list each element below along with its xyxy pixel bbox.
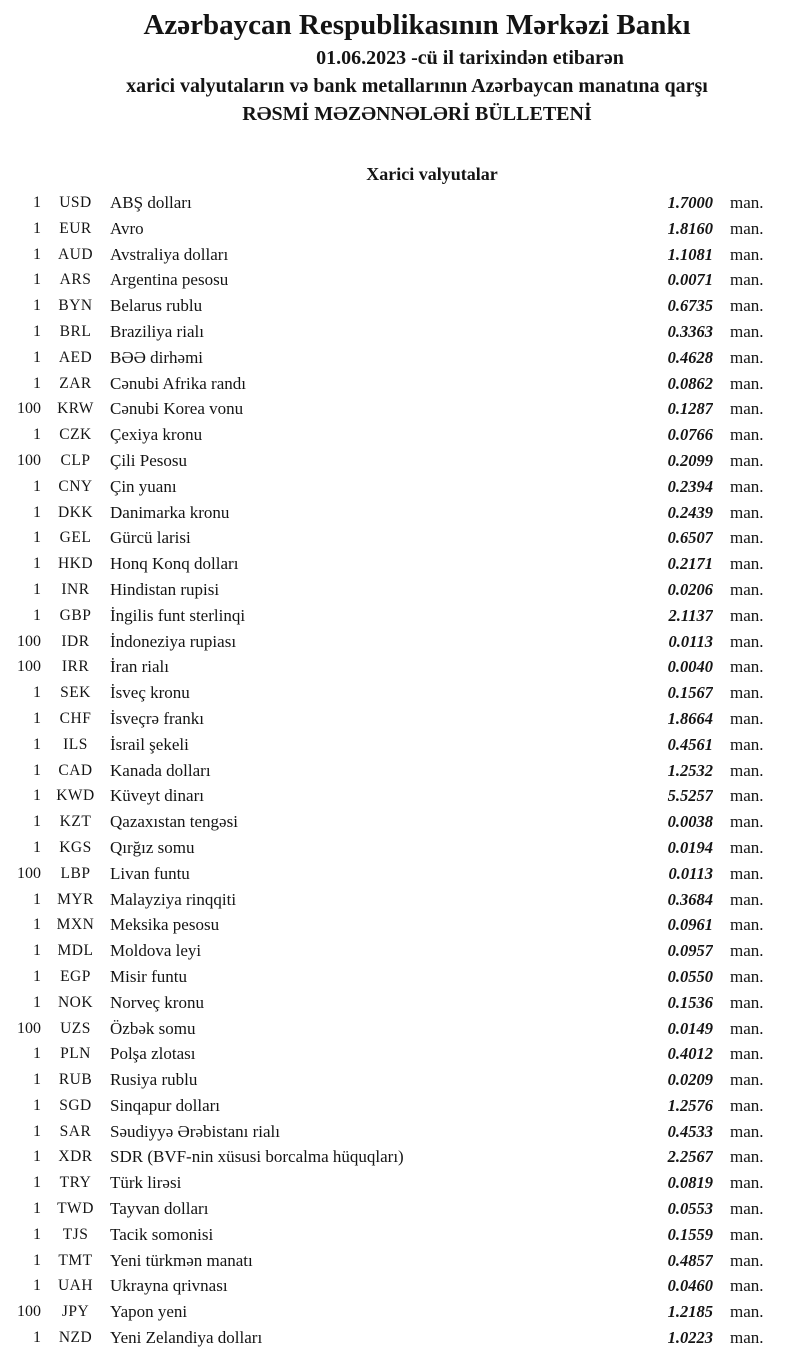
unit-label-cell: man. xyxy=(730,683,764,703)
quantity-cell: 1 xyxy=(33,555,41,573)
unit-label-cell: man. xyxy=(730,1147,764,1167)
currency-name-cell: BƏƏ dirhəmi xyxy=(110,347,204,367)
rate-value-cell: 0.0209 xyxy=(667,1070,713,1090)
quantity-cell: 1 xyxy=(33,580,41,598)
rate-value-cell: 0.0766 xyxy=(667,425,713,445)
currency-code-cell: CHF xyxy=(59,709,92,727)
currency-code-cell: ZAR xyxy=(59,374,92,392)
currency-name-cell: Argentina pesosu xyxy=(110,270,229,290)
currency-name-cell: Özbək somu xyxy=(110,1018,196,1038)
rate-value-cell: 0.2099 xyxy=(667,450,713,470)
currency-code-cell: TRY xyxy=(59,1174,92,1192)
rate-value-cell: 0.1536 xyxy=(667,992,713,1012)
unit-label-cell: man. xyxy=(730,760,764,780)
currency-code-cell: INR xyxy=(61,580,90,598)
currency-code-cell: BYN xyxy=(58,297,93,315)
rate-row xyxy=(0,861,800,887)
currency-code-cell: DKK xyxy=(57,503,94,521)
unit-label-cell: man. xyxy=(730,1121,764,1141)
currency-name-cell: Meksika pesosu xyxy=(110,915,220,935)
unit-label-cell: man. xyxy=(730,270,764,290)
unit-label-cell: man. xyxy=(730,502,764,522)
rate-row xyxy=(0,629,800,655)
rate-value-cell: 0.3363 xyxy=(667,321,713,341)
quantity-cell: 1 xyxy=(33,1096,41,1114)
currency-name-cell: Qırğız somu xyxy=(110,837,195,857)
quantity-cell: 100 xyxy=(17,1303,41,1321)
quantity-cell: 100 xyxy=(17,451,41,469)
currency-code-cell: NZD xyxy=(58,1329,93,1347)
currency-code-cell: GEL xyxy=(59,529,92,547)
rate-row xyxy=(0,267,800,293)
unit-label-cell: man. xyxy=(730,579,764,599)
currency-name-cell: Küveyt dinarı xyxy=(110,786,204,806)
effective-date-line: 01.06.2023 -cü il tarixindən etibarən xyxy=(316,47,624,69)
rate-row xyxy=(0,912,800,938)
quantity-cell: 1 xyxy=(33,838,41,856)
rate-value-cell: 0.4628 xyxy=(667,347,713,367)
quantity-cell: 1 xyxy=(33,1225,41,1243)
quantity-cell: 1 xyxy=(33,194,41,211)
unit-label-cell: man. xyxy=(730,941,764,961)
currency-code-cell: MDL xyxy=(57,942,94,960)
currency-name-cell: Norveç kronu xyxy=(110,992,204,1012)
quantity-cell: 1 xyxy=(33,1045,41,1063)
quantity-cell: 1 xyxy=(33,890,41,908)
currency-name-cell: Tayvan dolları xyxy=(110,1199,209,1219)
unit-label-cell: man. xyxy=(730,296,764,316)
rate-value-cell: 0.6735 xyxy=(667,296,713,316)
rate-row xyxy=(0,938,800,964)
unit-label-cell: man. xyxy=(730,992,764,1012)
currency-code-cell: SGD xyxy=(59,1096,92,1114)
rate-row xyxy=(0,1093,800,1119)
unit-label-cell: man. xyxy=(730,966,764,986)
rate-row xyxy=(0,525,800,551)
unit-label-cell: man. xyxy=(730,657,764,677)
quantity-cell: 1 xyxy=(33,1329,41,1347)
rate-value-cell: 0.4012 xyxy=(667,1044,713,1064)
currency-code-cell: KGS xyxy=(59,838,92,856)
quantity-cell: 100 xyxy=(17,658,41,676)
quantity-cell: 1 xyxy=(33,426,41,444)
currency-name-cell: Belarus rublu xyxy=(110,296,203,316)
currency-code-cell: MXN xyxy=(56,916,95,934)
quantity-cell: 1 xyxy=(33,245,41,263)
currency-name-cell: Türk lirəsi xyxy=(110,1173,182,1193)
unit-label-cell: man. xyxy=(730,476,764,496)
rate-value-cell: 0.0553 xyxy=(667,1199,713,1219)
exchange-rates-table xyxy=(0,190,800,1351)
unit-label-cell: man. xyxy=(730,399,764,419)
rate-row xyxy=(0,448,800,474)
currency-code-cell: KWD xyxy=(56,787,95,805)
rate-row xyxy=(0,809,800,835)
quantity-cell: 1 xyxy=(33,297,41,315)
currency-name-cell: Polşa zlotası xyxy=(110,1044,196,1064)
rate-value-cell: 0.1567 xyxy=(667,683,713,703)
unit-label-cell: man. xyxy=(730,1070,764,1090)
rate-row xyxy=(0,319,800,345)
rate-row xyxy=(0,783,800,809)
unit-label-cell: man. xyxy=(730,605,764,625)
currency-name-cell: İsveçrə frankı xyxy=(110,708,204,728)
rate-value-cell: 0.1287 xyxy=(667,399,713,419)
unit-label-cell: man. xyxy=(730,812,764,832)
currency-code-cell: SEK xyxy=(60,684,91,702)
rate-value-cell: 0.0460 xyxy=(667,1276,713,1296)
currency-code-cell: CZK xyxy=(59,426,92,444)
unit-label-cell: man. xyxy=(730,528,764,548)
unit-label-cell: man. xyxy=(730,915,764,935)
rate-value-cell: 2.1137 xyxy=(668,605,713,625)
quantity-cell: 100 xyxy=(17,632,41,650)
rate-value-cell: 0.0040 xyxy=(667,657,713,677)
rate-value-cell: 2.2567 xyxy=(667,1147,713,1167)
rate-row xyxy=(0,551,800,577)
currency-code-cell: UZS xyxy=(60,1019,91,1037)
rate-value-cell: 1.1081 xyxy=(667,244,713,264)
currency-name-cell: Qazaxıstan tengəsi xyxy=(110,812,238,832)
currency-code-cell: AUD xyxy=(57,245,94,263)
currency-name-cell: Çili Pesosu xyxy=(110,450,187,470)
unit-label-cell: man. xyxy=(730,1044,764,1064)
rate-row xyxy=(0,474,800,500)
rate-value-cell: 0.4533 xyxy=(667,1121,713,1141)
currency-name-cell: Avstraliya dolları xyxy=(110,244,229,264)
currency-code-cell: BRL xyxy=(59,322,92,340)
currency-name-cell: Yeni Zelandiya dolları xyxy=(110,1328,263,1348)
rate-value-cell: 1.7000 xyxy=(667,193,713,212)
currency-code-cell: IRR xyxy=(61,658,90,676)
unit-label-cell: man. xyxy=(730,863,764,883)
quantity-cell: 1 xyxy=(33,374,41,392)
unit-label-cell: man. xyxy=(730,889,764,909)
unit-label-cell: man. xyxy=(730,554,764,574)
currency-name-cell: Gürcü larisi xyxy=(110,528,191,548)
rate-row xyxy=(0,577,800,603)
currency-name-cell: Honq Konq dolları xyxy=(110,554,239,574)
rate-value-cell: 0.0957 xyxy=(667,941,713,961)
quantity-cell: 1 xyxy=(33,942,41,960)
unit-label-cell: man. xyxy=(730,734,764,754)
currency-name-cell: Misir funtu xyxy=(110,966,187,986)
currency-name-cell: Ukrayna qrivnası xyxy=(110,1276,228,1296)
rate-value-cell: 0.0206 xyxy=(667,579,713,599)
currency-name-cell: ABŞ dolları xyxy=(110,193,192,212)
currency-code-cell: PLN xyxy=(60,1045,91,1063)
bank-title: Azərbaycan Respublikasının Mərkəzi Bankı xyxy=(143,9,691,41)
currency-name-cell: Kanada dolları xyxy=(110,760,211,780)
unit-label-cell: man. xyxy=(730,1302,764,1322)
quantity-cell: 1 xyxy=(33,1200,41,1218)
unit-label-cell: man. xyxy=(730,321,764,341)
unit-label-cell: man. xyxy=(730,193,764,212)
currency-name-cell: Malayziya rinqqiti xyxy=(110,889,237,909)
rate-row xyxy=(0,1170,800,1196)
rate-row xyxy=(0,603,800,629)
currency-name-cell: Cənubi Afrika randı xyxy=(110,373,246,393)
rate-value-cell: 0.6507 xyxy=(667,528,713,548)
unit-label-cell: man. xyxy=(730,244,764,264)
rate-row xyxy=(0,990,800,1016)
rate-row xyxy=(0,1273,800,1299)
quantity-cell: 1 xyxy=(33,477,41,495)
rate-row xyxy=(0,1144,800,1170)
unit-label-cell: man. xyxy=(730,837,764,857)
currency-code-cell: MYR xyxy=(57,890,94,908)
rate-row xyxy=(0,1299,800,1325)
rate-row xyxy=(0,1041,800,1067)
bulletin-title: RƏSMİ MƏZƏNNƏLƏRİ BÜLLETENİ xyxy=(242,103,592,125)
unit-label-cell: man. xyxy=(730,347,764,367)
rate-value-cell: 0.3684 xyxy=(667,889,713,909)
currency-code-cell: EGP xyxy=(60,967,91,985)
currency-name-cell: Avro xyxy=(110,218,144,238)
rate-value-cell: 1.8160 xyxy=(667,218,713,238)
currency-name-cell: Cənubi Korea vonu xyxy=(110,399,244,419)
quantity-cell: 1 xyxy=(33,967,41,985)
rate-value-cell: 0.0862 xyxy=(667,373,713,393)
rate-value-cell: 1.0223 xyxy=(667,1328,713,1348)
rate-row xyxy=(0,758,800,784)
quantity-cell: 1 xyxy=(33,993,41,1011)
quantity-cell: 1 xyxy=(33,503,41,521)
quantity-cell: 1 xyxy=(33,1071,41,1089)
currency-name-cell: Rusiya rublu xyxy=(110,1070,198,1090)
unit-label-cell: man. xyxy=(730,1173,764,1193)
currency-name-cell: İsrail şekeli xyxy=(110,734,189,754)
quantity-cell: 1 xyxy=(33,1277,41,1295)
quantity-cell: 1 xyxy=(33,348,41,366)
currency-name-cell: İsveç kronu xyxy=(110,683,190,703)
rate-row xyxy=(0,1067,800,1093)
bulletin-subtitle: xarici valyutaların və bank metallarının Azərbaycan manatına qarşı xyxy=(126,75,708,97)
rate-row xyxy=(0,216,800,242)
currency-code-cell: ARS xyxy=(59,271,92,289)
rate-value-cell: 0.0113 xyxy=(668,631,713,651)
currency-code-cell: CNY xyxy=(58,477,93,495)
currency-name-cell: Səudiyyə Ərəbistanı rialı xyxy=(110,1121,280,1141)
rate-row xyxy=(0,1325,800,1351)
rate-row xyxy=(0,1016,800,1042)
unit-label-cell: man. xyxy=(730,1095,764,1115)
rate-value-cell: 0.4561 xyxy=(667,734,713,754)
currency-code-cell: IDR xyxy=(61,632,90,650)
rate-value-cell: 0.0819 xyxy=(667,1173,713,1193)
currency-code-cell: XDR xyxy=(58,1148,93,1166)
currency-name-cell: Yapon yeni xyxy=(110,1302,188,1322)
rate-value-cell: 0.2394 xyxy=(667,476,713,496)
rate-row xyxy=(0,1196,800,1222)
currency-code-cell: LBP xyxy=(60,864,91,882)
currency-name-cell: İran rialı xyxy=(110,657,169,677)
rate-value-cell: 0.2439 xyxy=(667,502,713,522)
rate-row xyxy=(0,835,800,861)
currency-code-cell: NOK xyxy=(57,993,94,1011)
currency-code-cell: HKD xyxy=(57,555,94,573)
quantity-cell: 1 xyxy=(33,735,41,753)
currency-name-cell: Çexiya kronu xyxy=(110,425,203,445)
rate-row xyxy=(0,422,800,448)
rate-value-cell: 0.0038 xyxy=(667,812,713,832)
rate-value-cell: 0.0071 xyxy=(667,270,713,290)
unit-label-cell: man. xyxy=(730,1018,764,1038)
quantity-cell: 1 xyxy=(33,709,41,727)
unit-label-cell: man. xyxy=(730,1250,764,1270)
currency-name-cell: Hindistan rupisi xyxy=(110,579,220,599)
quantity-cell: 1 xyxy=(33,813,41,831)
rate-value-cell: 1.2576 xyxy=(667,1095,713,1115)
unit-label-cell: man. xyxy=(730,708,764,728)
quantity-cell: 1 xyxy=(33,1174,41,1192)
quantity-cell: 100 xyxy=(17,864,41,882)
quantity-cell: 1 xyxy=(33,322,41,340)
currency-name-cell: Livan funtu xyxy=(110,863,190,883)
currency-name-cell: Çin yuanı xyxy=(110,476,177,496)
currency-code-cell: KZT xyxy=(59,813,92,831)
unit-label-cell: man. xyxy=(730,1276,764,1296)
currency-name-cell: Danimarka kronu xyxy=(110,502,230,522)
quantity-cell: 100 xyxy=(17,400,41,418)
rate-row xyxy=(0,1248,800,1274)
currency-code-cell: AED xyxy=(58,348,93,366)
rate-value-cell: 0.0194 xyxy=(667,837,713,857)
unit-label-cell: man. xyxy=(730,218,764,238)
quantity-cell: 1 xyxy=(33,916,41,934)
rate-value-cell: 5.5257 xyxy=(667,786,713,806)
currency-name-cell: SDR (BVF-nin xüsusi borcalma hüquqları) xyxy=(110,1147,404,1167)
rate-row xyxy=(0,964,800,990)
unit-label-cell: man. xyxy=(730,1328,764,1348)
rate-value-cell: 0.1559 xyxy=(667,1224,713,1244)
quantity-cell: 1 xyxy=(33,529,41,547)
rate-row xyxy=(0,654,800,680)
rate-row xyxy=(0,396,800,422)
rate-value-cell: 1.2185 xyxy=(667,1302,713,1322)
section-title-foreign-currencies: Xarici valyutalar xyxy=(366,164,498,184)
rate-value-cell: 1.8664 xyxy=(667,708,713,728)
rate-value-cell: 1.2532 xyxy=(667,760,713,780)
currency-name-cell: Sinqapur dolları xyxy=(110,1095,221,1115)
unit-label-cell: man. xyxy=(730,1224,764,1244)
rate-value-cell: 0.4857 xyxy=(667,1250,713,1270)
rate-value-cell: 0.0550 xyxy=(667,966,713,986)
bulletin-header xyxy=(34,0,800,128)
rate-row xyxy=(0,732,800,758)
rate-row xyxy=(0,293,800,319)
currency-code-cell: GBP xyxy=(59,606,92,624)
currency-code-cell: TWD xyxy=(57,1200,94,1218)
currency-name-cell: Yeni türkmən manatı xyxy=(110,1250,253,1270)
rate-row xyxy=(0,1222,800,1248)
currency-code-cell: KRW xyxy=(57,400,94,418)
unit-label-cell: man. xyxy=(730,786,764,806)
currency-name-cell: Braziliya rialı xyxy=(110,321,204,341)
quantity-cell: 1 xyxy=(33,1251,41,1269)
rate-value-cell: 0.0149 xyxy=(667,1018,713,1038)
rate-row xyxy=(0,680,800,706)
rate-row xyxy=(0,500,800,526)
rate-row xyxy=(0,242,800,268)
rate-row xyxy=(0,371,800,397)
unit-label-cell: man. xyxy=(730,373,764,393)
currency-code-cell: EUR xyxy=(59,219,92,237)
rate-row xyxy=(0,887,800,913)
currency-code-cell: RUB xyxy=(58,1071,93,1089)
quantity-cell: 1 xyxy=(33,684,41,702)
unit-label-cell: man. xyxy=(730,450,764,470)
rate-value-cell: 0.2171 xyxy=(667,554,713,574)
rate-row xyxy=(0,190,800,216)
currency-code-cell: ILS xyxy=(63,735,88,753)
rate-row xyxy=(0,706,800,732)
rate-row xyxy=(0,345,800,371)
unit-label-cell: man. xyxy=(730,425,764,445)
currency-code-cell: CLP xyxy=(60,451,91,469)
quantity-cell: 100 xyxy=(17,1019,41,1037)
currency-name-cell: İngilis funt sterlinqi xyxy=(110,605,246,625)
quantity-cell: 1 xyxy=(33,761,41,779)
unit-label-cell: man. xyxy=(730,1199,764,1219)
currency-code-cell: TJS xyxy=(62,1225,89,1243)
quantity-cell: 1 xyxy=(33,606,41,624)
currency-code-cell: SAR xyxy=(59,1122,92,1140)
quantity-cell: 1 xyxy=(33,1122,41,1140)
currency-code-cell: JPY xyxy=(61,1303,90,1321)
rate-value-cell: 0.0961 xyxy=(667,915,713,935)
quantity-cell: 1 xyxy=(33,1148,41,1166)
quantity-cell: 1 xyxy=(33,787,41,805)
currency-name-cell: Tacik somonisi xyxy=(110,1224,214,1244)
quantity-cell: 1 xyxy=(33,271,41,289)
currency-code-cell: CAD xyxy=(58,761,93,779)
currency-code-cell: UAH xyxy=(57,1277,94,1295)
rate-row xyxy=(0,1119,800,1145)
currency-name-cell: Moldova leyi xyxy=(110,941,202,961)
currency-name-cell: İndoneziya rupiası xyxy=(110,631,237,651)
quantity-cell: 1 xyxy=(33,219,41,237)
currency-code-cell: USD xyxy=(59,194,92,211)
currency-code-cell: TMT xyxy=(58,1251,93,1269)
unit-label-cell: man. xyxy=(730,631,764,651)
rate-value-cell: 0.0113 xyxy=(668,863,713,883)
